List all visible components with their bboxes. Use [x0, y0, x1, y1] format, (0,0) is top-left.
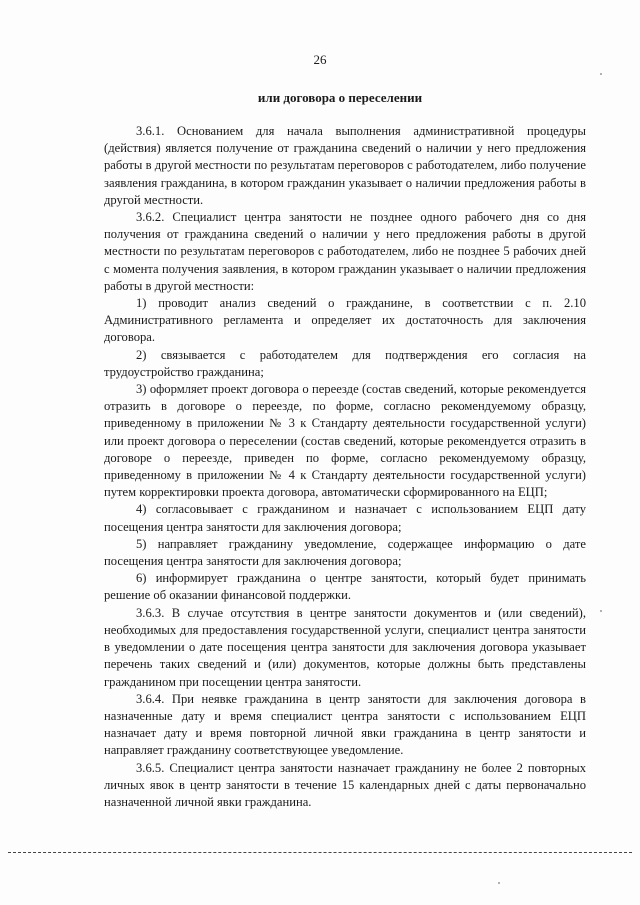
- list-item-5: 5) направляет гражданину уведомление, содержащее информацию о дате посещения центра занятости для заключения договора;: [104, 536, 586, 569]
- document-body: [104, 123, 586, 811]
- list-item-4: 4) согласовывает с гражданином и назначает с использованием ЕЦП дату посещения центра занятости для заключения договора;: [104, 502, 586, 534]
- paragraph-3-6-5: 3.6.5. Специалист центра занятости назначает гражданину не более 2 повторных личных явок в центр занятости в течение 15 календарных дней с даты первоначально назначенной личной явки гражданина.: [104, 760, 586, 809]
- scan-speck: [498, 882, 500, 884]
- list-item-2: 2) связывается с работодателем для подтверждения его согласия на трудоустройство гражданина;: [104, 347, 586, 379]
- list-item-6: 6) информирует гражданина о центре занятости, который будет принимать решение об оказании финансовой поддержки.: [104, 571, 586, 603]
- section-heading: или договора о переселении: [257, 90, 423, 105]
- paragraph-3-6-3: 3.6.3. В случае отсутствия в центре занятости документов и (или сведений), необходимых для предоставления государственной услуги, специалист центра занятости в уведомлении о дате посещения центра занятости для заключения договора указывает перечень таких сведений и (или) документов, которые должны быть представлены гражданином при посещении центра занятости.: [104, 605, 586, 689]
- scan-edge-line: [8, 852, 632, 853]
- list-item-3: 3) оформляет проект договора о переезде (состав сведений, которые рекомендуется отразить в договоре о переезде, по форме, согласно рекомендуемому образцу, приведенному в приложении № 3 к Стандарту деятельности государственной услуги) или проект договора о переселении (состав сведений, которые рекомендуется отразить в договоре о переезде, приведен по форме, согласно рекомендуемому образцу, приведенному в приложении № 4 к Стандарту деятельности государственной услуги) путем корректировки проекта договора, автоматически сформированного на ЕЦП;: [104, 382, 586, 500]
- paragraph-3-6-1: 3.6.1. Основанием для начала выполнения административной процедуры (действия) является получение от гражданина сведений о наличии у него предложения работы в другой местности по результатам переговоров с работодателем, либо получение заявления гражданина, в котором гражданин указывает о наличии предложения работы в другой местности.: [104, 124, 586, 207]
- list-item-1: 1) проводит анализ сведений о гражданине, в соответствии с п. 2.10 Административного регламента и определяет их достаточность для заключения договора.: [104, 296, 586, 345]
- scan-speck: [600, 73, 602, 75]
- paragraph-3-6-4: 3.6.4. При неявке гражданина в центр занятости для заключения договора в назначенные дату и время специалист центра занятости с использованием ЕЦП назначает дату и время повторной личной явки гражданина в центр занятости и направляет гражданину соответствующее уведомление.: [104, 691, 586, 758]
- scan-speck: [600, 610, 602, 612]
- paragraph-3-6-2: 3.6.2. Специалист центра занятости не позднее одного рабочего дня со дня получения от гражданина сведений о наличии у него предложения работы в другой местности по результатам переговоров с работодателем, либо не позднее 5 рабочих дней с момента получения заявления, в котором гражданин указывает о наличии предложения работы в другой местности:: [104, 210, 586, 293]
- page-number: 26: [313, 52, 327, 67]
